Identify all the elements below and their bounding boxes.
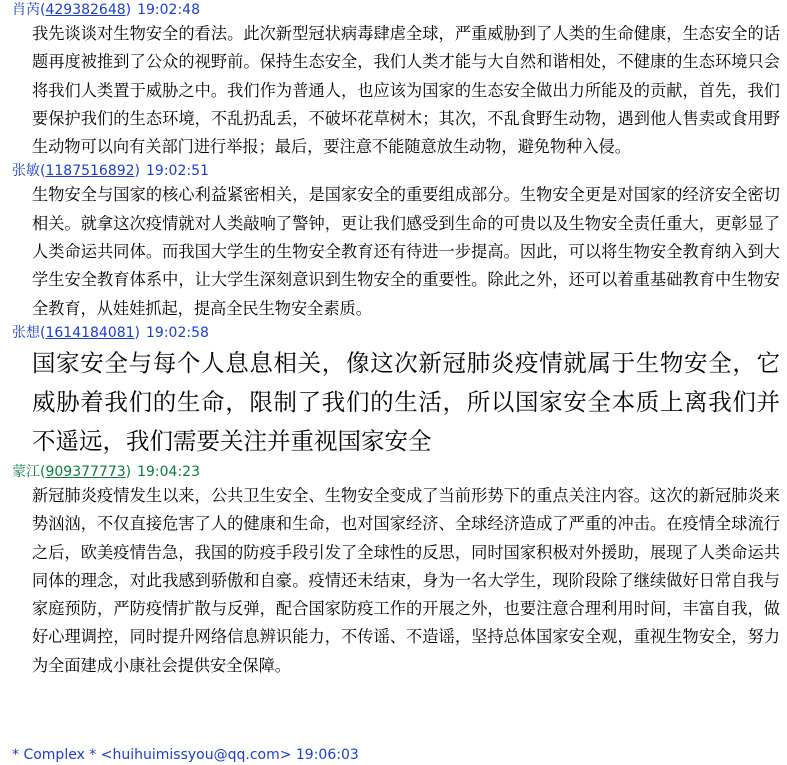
partial-header-text: * Complex * <huihuimissyou@qq.com> 19:06:03 xyxy=(12,747,359,763)
message-text: 生物安全与国家的核心利益紧密相关，是国家安全的重要组成部分。生物安全更是对国家的经济安全密切相关。就拿这次疫情就对人类敲响了警钟，更让我们感受到生命的可贵以及生物安全责任重大，更彰显了人类命运共同体。而我国大学生的生物安全教育还有待进一步提高。因此，可以将生物安全教育纳入到大学生安全教育体系中，让大学生深刻意识到生物安全的重要性。除此之外，还可以着重基础教育中生物安全教育，从娃娃抓起，提高全民生物安全素质。 xyxy=(32,185,780,318)
message-header: 蒙江(909377773) 19:04:23 xyxy=(12,463,200,480)
sender-name: 张敏 xyxy=(12,163,40,180)
message-time: 19:02:48 xyxy=(137,2,200,18)
chat-message xyxy=(0,0,787,161)
sender-qq-link[interactable]: 1187516892 xyxy=(45,163,135,180)
message-header: 张想(1614184081) 19:02:58 xyxy=(12,324,209,341)
message-time: 19:02:51 xyxy=(146,163,209,180)
message-time: 19:04:23 xyxy=(137,463,200,480)
partial-message-header xyxy=(12,745,359,765)
message-text: 我先谈谈对生物安全的看法。此次新型冠状病毒肆虐全球，严重威胁到了人类的生命健康，生态安全的话题再度被推到了公众的视野前。保持生态安全，我们人类才能与大自然和谐相处，不健康的生态环境只会将我们人类置于威胁之中。我们作为普通人，也应该为国家的生态安全做出力所能及的贡献，首先，我们要保护我们的生态环境，不乱扔乱丢，不破坏花草树木；其次，不乱食野生动物，遇到他人售卖或食用野生动物可以向有关部门进行举报；最后，要注意不能随意放生动物，避免物种入侵。 xyxy=(32,24,780,157)
sender-qq-link[interactable]: 429382648 xyxy=(45,2,126,18)
sender-name: 肖芮 xyxy=(12,2,40,18)
sender-qq-link[interactable]: 909377773 xyxy=(45,463,126,480)
chat-message xyxy=(0,323,787,461)
chat-message xyxy=(0,161,787,322)
sender-name: 张想 xyxy=(12,324,40,341)
message-time: 19:02:58 xyxy=(146,324,209,341)
sender-qq-link[interactable]: 1614184081 xyxy=(45,324,135,341)
message-text: 国家安全与每个人息息相关，像这次新冠肺炎疫情就属于生物安全，它威胁着我们的生命，限制了我们的生活，所以国家安全本质上离我们并不遥远，我们需要关注并重视国家安全 xyxy=(32,348,780,455)
message-header: 张敏(1187516892) 19:02:51 xyxy=(12,163,209,180)
message-text: 新冠肺炎疫情发生以来，公共卫生安全、生物安全变成了当前形势下的重点关注内容。这次的新冠肺炎来势汹汹，不仅直接危害了人的健康和生命，也对国家经济、全球经济造成了严重的冲击。在疫情全球流行之后，欧美疫情告急，我国的防疫手段引发了全球性的反思，同时国家积极对外援助，展现了人类命运共同体的理念，对此我感到骄傲和自豪。疫情还未结束，身为一名大学生，现阶段除了继续做好日常自我与家庭预防，严防疫情扩散与反弹，配合国家防疫工作的开展之外，也要注意合理利用时间，丰富自我，做好心理调控，同时提升网络信息辨识能力，不传谣、不造谣，坚持总体国家安全观，重视生物安全，努力为全面建成小康社会提供安全保障。 xyxy=(32,485,780,675)
chat-message xyxy=(0,462,787,680)
sender-name: 蒙江 xyxy=(12,463,40,480)
message-header: 肖芮(429382648) 19:02:48 xyxy=(12,2,200,18)
